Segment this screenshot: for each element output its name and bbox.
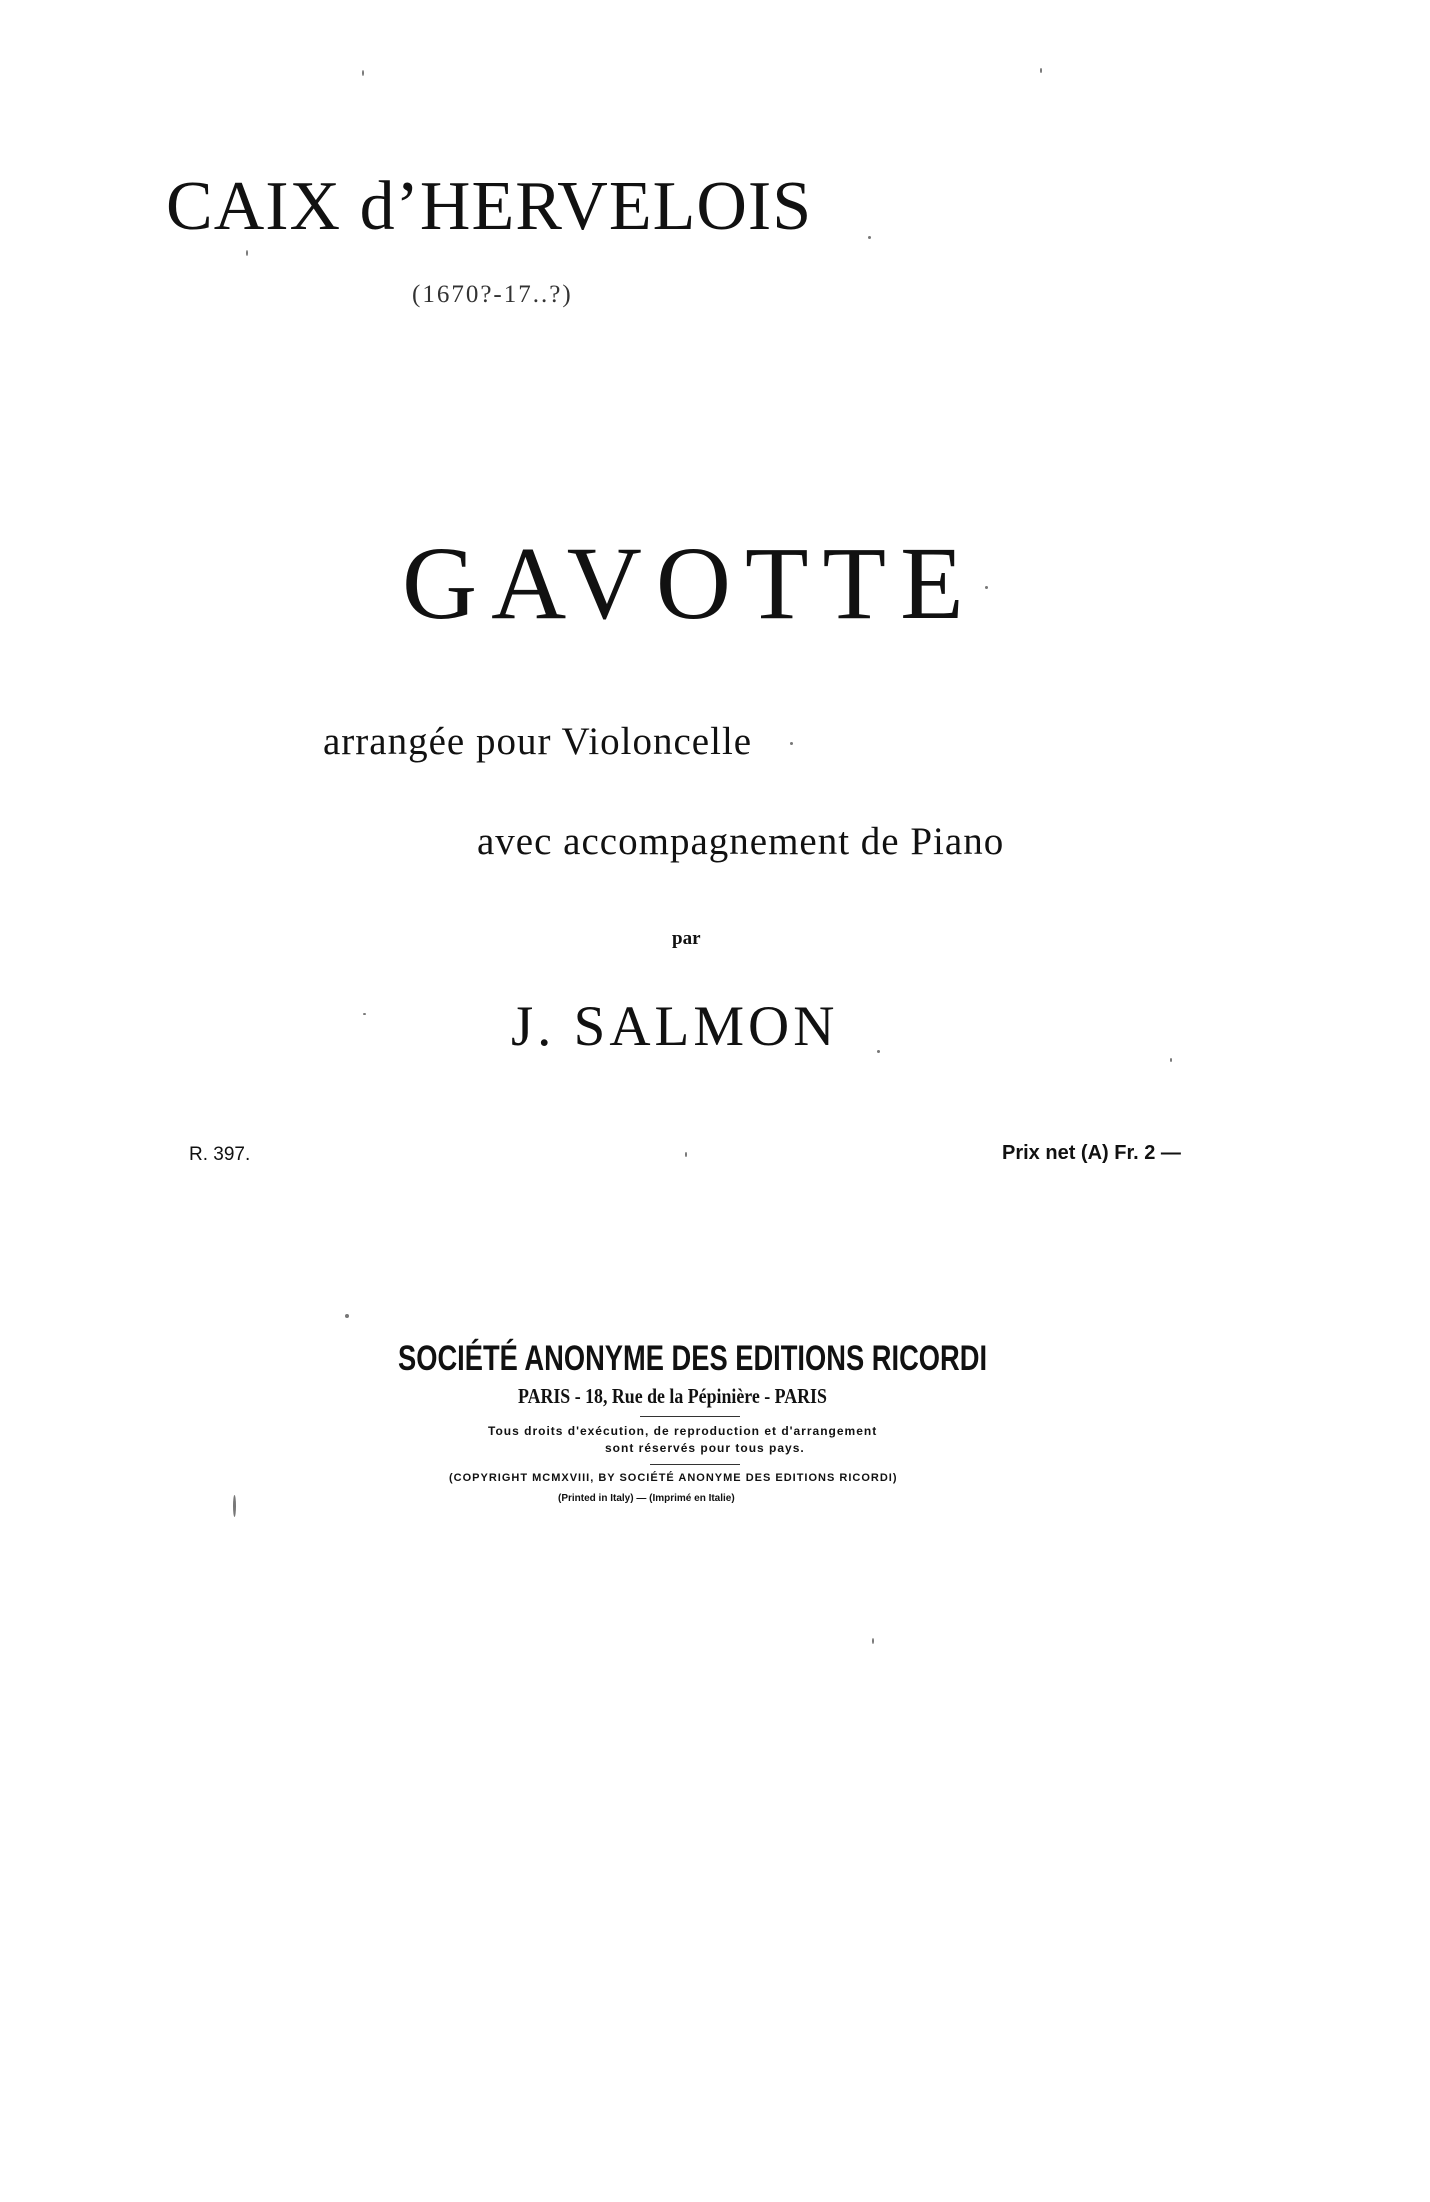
divider xyxy=(650,1464,740,1465)
arrangement-line-2: avec accompagnement de Piano xyxy=(477,820,1005,863)
scan-speck xyxy=(362,70,364,76)
arranger-name: J. SALMON xyxy=(511,995,839,1058)
publisher-address: PARIS - 18, Rue de la Pépinière - PARIS xyxy=(518,1384,827,1408)
by-label: par xyxy=(672,928,701,949)
scan-speck xyxy=(1040,68,1042,73)
scan-speck xyxy=(877,1050,880,1053)
publisher-name: SOCIÉTÉ ANONYME DES EDITIONS RICORDI xyxy=(398,1339,988,1378)
arrangement-line-1: arrangée pour Violoncelle xyxy=(323,720,753,763)
scan-speck xyxy=(790,742,793,745)
scan-speck xyxy=(872,1638,874,1644)
rights-line-2: sont réservés pour tous pays. xyxy=(605,1441,805,1455)
scan-speck xyxy=(345,1314,349,1318)
scan-speck xyxy=(985,586,988,589)
divider xyxy=(640,1416,740,1417)
work-title: GAVOTTE xyxy=(402,526,978,641)
printed-notice: (Printed in Italy) — (Imprimé en Italie) xyxy=(558,1493,735,1504)
scan-speck xyxy=(233,1495,236,1517)
composer-name: CAIX d’HERVELOIS xyxy=(166,168,813,245)
copyright-notice: (COPYRIGHT MCMXVIII, BY SOCIÉTÉ ANONYME DES EDITIONS RICORDI) xyxy=(449,1472,898,1484)
scan-speck xyxy=(363,1013,366,1015)
scan-speck xyxy=(246,250,248,256)
composer-dates: (1670?-17..?) xyxy=(412,281,573,308)
price: Prix net (A) Fr. 2 — xyxy=(1002,1142,1181,1164)
catalog-number: R. 397. xyxy=(189,1144,251,1165)
scan-speck xyxy=(1170,1058,1172,1062)
rights-line-1: Tous droits d'exécution, de reproduction et d'arrangement xyxy=(488,1424,878,1438)
scan-speck xyxy=(868,236,871,239)
scan-speck xyxy=(685,1152,687,1157)
